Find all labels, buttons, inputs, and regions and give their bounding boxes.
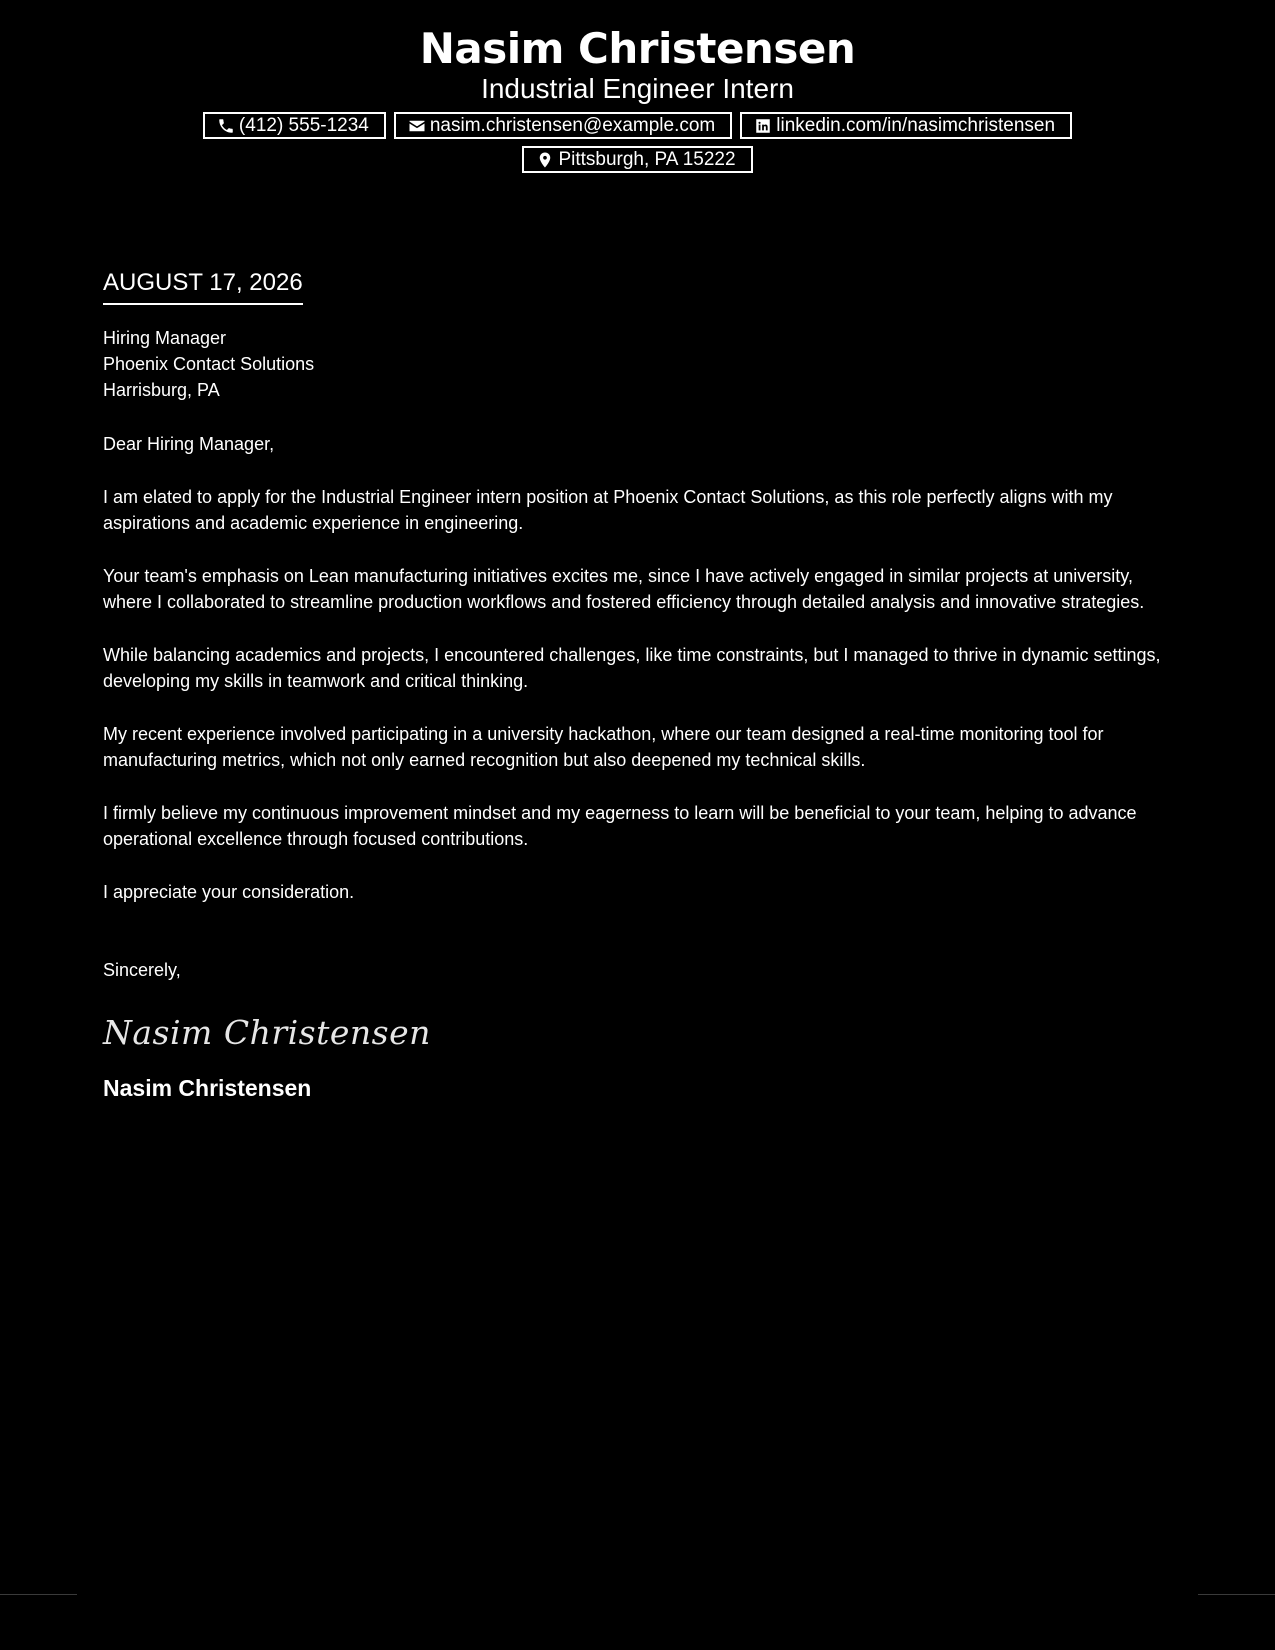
map-pin-icon — [536, 151, 554, 169]
footer-divider-right — [1198, 1594, 1275, 1595]
body-paragraph: While balancing academics and projects, I encountered challenges, like time constraints, but I managed to thrive in dynamic settings, developing my skills in teamwork and critical thinking. — [103, 645, 1161, 691]
email-chip[interactable] — [394, 112, 732, 139]
contact-row — [0, 112, 1275, 139]
letter-body — [103, 266, 1175, 1103]
phone-text: (412) 555-1234 — [238, 114, 369, 136]
body-paragraph: Your team's emphasis on Lean manufacturing initiatives excites me, since I have actively engaged in similar projects at university, where I collaborated to streamline production workflows and fostered efficiency through detailed analysis and innovative strategies. — [103, 566, 1145, 612]
body-paragraph: I am elated to apply for the Industrial Engineer intern position at Phoenix Contact Solutions, as this role perfectly aligns with my aspirations and academic experience in engineering. — [103, 487, 1113, 533]
linkedin-chip[interactable] — [740, 112, 1072, 139]
location-text: Pittsburgh, PA 15222 — [558, 148, 736, 170]
email-text: nasim.christensen@example.com — [429, 114, 716, 136]
phone-chip[interactable] — [203, 112, 386, 139]
handwritten-signature: Nasim Christensen — [103, 1013, 431, 1052]
signed-name: Nasim Christensen — [103, 1075, 312, 1101]
phone-icon — [217, 117, 235, 135]
letter-date: AUGUST 17, 2026 — [103, 266, 303, 305]
applicant-name: Nasim Christensen — [419, 24, 856, 73]
linkedin-text: linkedin.com/in/nasimchristensen — [776, 114, 1056, 136]
footer-divider-left — [0, 1594, 77, 1595]
body-paragraph: I firmly believe my continuous improvement mindset and my eagerness to learn will be beneficial to your team, helping to advance operational excellence through focused contributions. — [103, 803, 1137, 849]
job-title: Industrial Engineer Intern — [481, 73, 794, 104]
closing: Sincerely, — [103, 960, 181, 980]
contact-row-location — [0, 146, 1275, 173]
recipient-block — [103, 325, 1175, 403]
location-chip — [522, 146, 752, 173]
recipient-company: Phoenix Contact Solutions — [103, 354, 315, 374]
recipient-location: Harrisburg, PA — [103, 380, 220, 400]
body-paragraph: I appreciate your consideration. — [103, 882, 355, 902]
body-paragraph: My recent experience involved participating in a university hackathon, where our team designed a real-time monitoring tool for manufacturing metrics, which not only earned recognition but also deepened my technical skills. — [103, 724, 1104, 770]
letter-header — [0, 22, 1275, 173]
salutation: Dear Hiring Manager, — [103, 434, 275, 454]
recipient-name: Hiring Manager — [103, 328, 227, 348]
envelope-icon — [408, 117, 426, 135]
linkedin-icon — [754, 117, 772, 135]
